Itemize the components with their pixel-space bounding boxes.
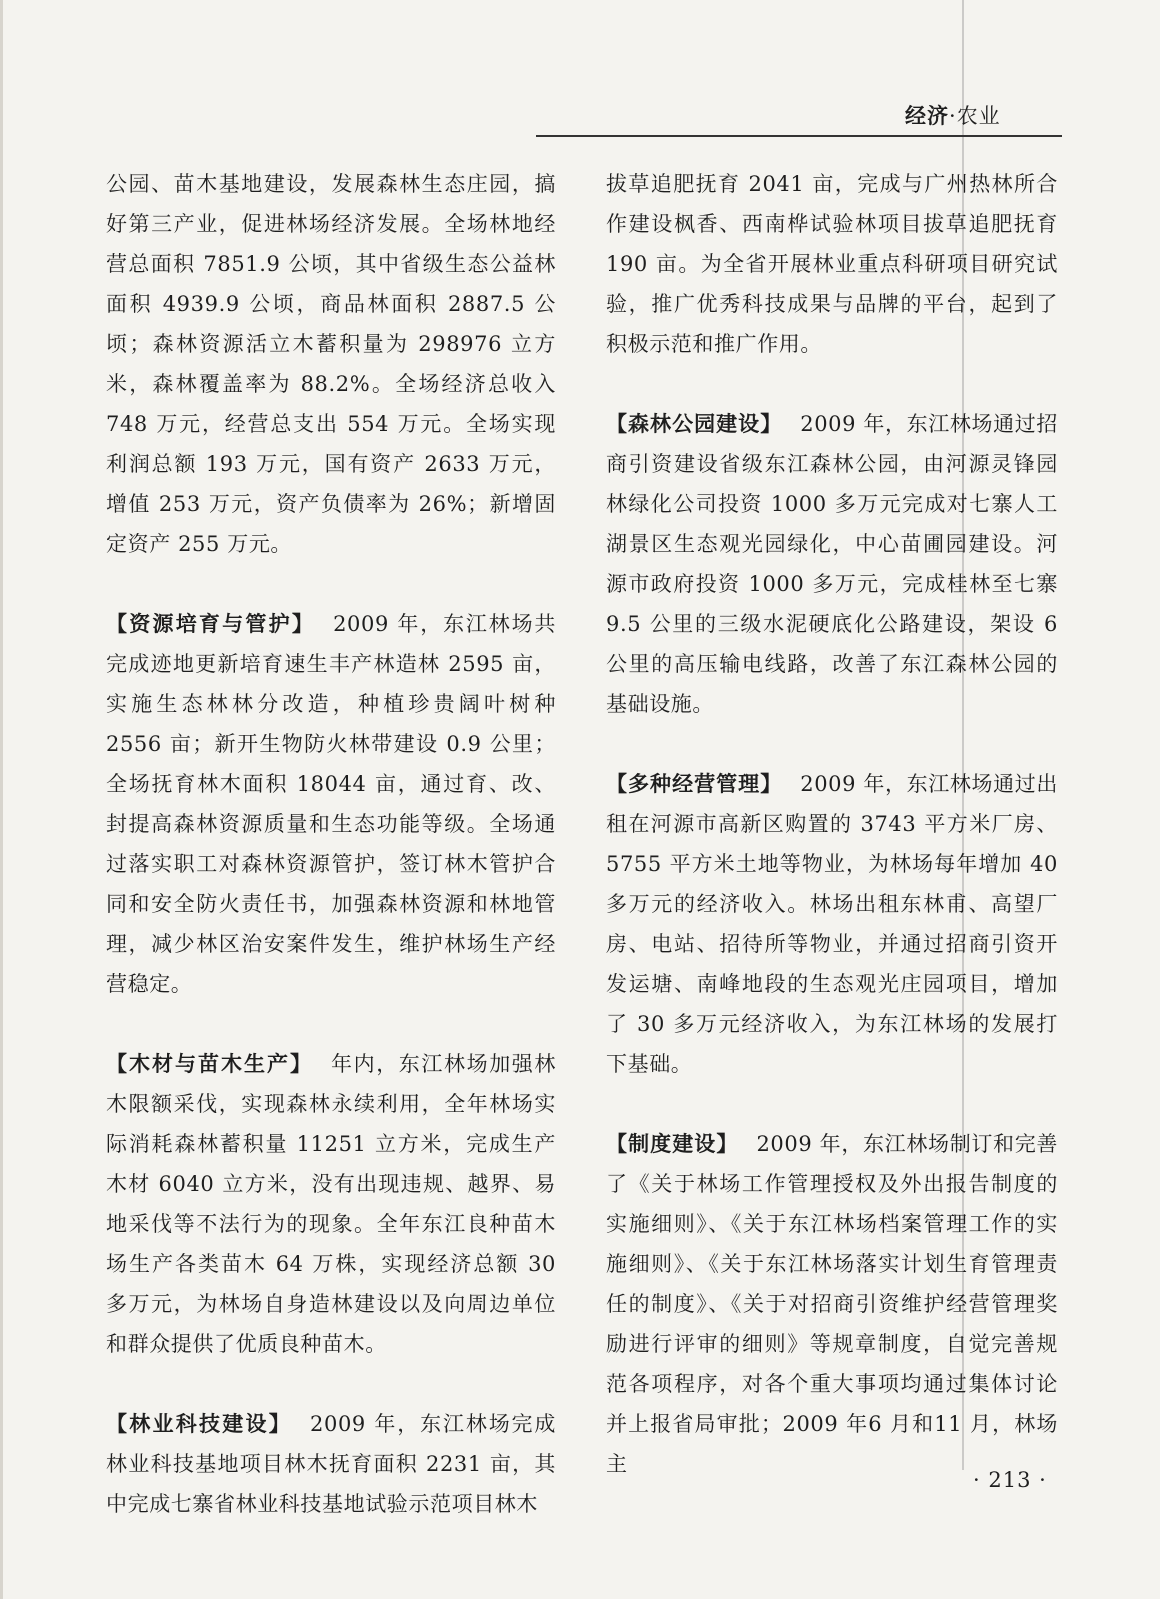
section-title: 【资源培育与管护】	[106, 612, 316, 636]
section-text: 2009 年，东江林场通过招商引资建设省级东江森林公园，由河源灵锋园林绿化公司投资 1000 多万元完成对七寨人工湖景区生态观光园绿化，中心苗圃园建设。河源市政府投资 1000 多万元，完成桂林至七寨 9.5 公里的三级水泥硬底化公路建设，架设 6 公里的高压输电线路，改善了东江森林公园的基础设施。	[606, 412, 1059, 716]
left-column	[106, 164, 556, 1564]
section-text: 年内，东江林场加强林木限额采伐，实现森林永续利用，全年林场实际消耗森林蓄积量 11251 立方米，完成生产木材 6040 立方米，没有出现违规、越界、易地采伐等不法行为的现象。全年东江良种苗木场生产各类苗木 64 万株，实现经济总额 30 多万元，为林场自身造林建设以及向周边单位和群众提供了优质良种苗木。	[106, 1052, 556, 1356]
section-title: 【木材与苗木生产】	[106, 1052, 313, 1076]
left-continued-paragraph: 公园、苗木基地建设，发展森林生态庄园，搞好第三产业，促进林场经济发展。全场林地经营总面积 7851.9 公顷，其中省级生态公益林面积 4939.9 公顷，商品林面积 2887.5 公顷；森林资源活立木蓄积量为 298976 立方米，森林覆盖率为 88.2%。全场经济总收入 748 万元，经营总支出 554 万元。全场实现利润总额 193 万元，国有资产 2633 万元，增值 253 万元，资产负债率为 26%；新增固定资产 255 万元。	[106, 172, 556, 556]
section-title: 【多种经营管理】	[606, 772, 783, 796]
section-text: 2009 年，东江林场通过出租在河源市高新区购置的 3743 平方米厂房、5755 平方米土地等物业，为林场每年增加 40 多万元的经济收入。林场出租东林甫、高望厂房、电站、招待所等物业，并通过招商引资开发运塘、南峰地段的生态观光庄园项目，增加了 30 多万元经济收入，为东江林场的发展打下基础。	[606, 772, 1059, 1076]
section-title: 【制度建设】	[606, 1132, 739, 1156]
right-column	[606, 164, 1058, 1524]
header-subsection: 农业	[956, 104, 1001, 128]
section-paragraph	[106, 1044, 556, 1364]
section-paragraph	[606, 764, 1058, 1084]
section-text: 2009 年，东江林场共完成迹地更新培育速生丰产林造林 2595 亩，实施生态林林分改造，种植珍贵阔叶树种 2556 亩；新开生物防火林带建设 0.9 公里；全场抚育林木面积 18044 亩，通过育、改、封提高森林资源质量和生态功能等级。全场通过落实职工对森林资源管护，签订林木管护合同和安全防火责任书，加强森林资源和林地管理，减少林区治安案件发生，维护林场生产经营稳定。	[106, 612, 557, 996]
page-number: · 213 ·	[973, 1468, 1047, 1492]
section-title: 【森林公园建设】	[606, 412, 783, 436]
right-continued-paragraph: 拔草追肥抚育 2041 亩，完成与广州热林所合作建设枫香、西南桦试验林项目拔草追肥抚育 190 亩。为全省开展林业重点科研项目研究试验，推广优秀科技成果与品牌的平台，起到了积极示范和推广作用。	[606, 172, 1058, 356]
header-dot: ·	[949, 104, 957, 128]
section-paragraph	[606, 404, 1058, 724]
running-header	[905, 100, 1001, 130]
section-paragraph	[106, 1404, 556, 1524]
section-paragraph	[106, 604, 556, 1004]
header-section: 经济	[905, 104, 949, 128]
section-text: 2009 年，东江林场制订和完善了《关于林场工作管理授权及外出报告制度的实施细则》、《关于东江林场档案管理工作的实施细则》、《关于东江林场落实计划生育管理责任的制度》、《关于对招商引资维护经营管理奖励进行评审的细则》等规章制度，自觉完善规范各项程序，对各个重大事项均通过集体讨论并上报省局审批；2009 年6 月和11 月，林场主	[606, 1132, 1058, 1476]
section-paragraph	[606, 1124, 1058, 1484]
page-edge	[0, 0, 3, 1599]
section-text: 2009 年，东江林场完成林业科技基地项目林木抚育面积 2231 亩，其中完成七寨省林业科技基地试验示范项目林木	[106, 1412, 557, 1516]
header-rule	[536, 135, 1062, 137]
section-title: 【林业科技建设】	[106, 1412, 293, 1436]
